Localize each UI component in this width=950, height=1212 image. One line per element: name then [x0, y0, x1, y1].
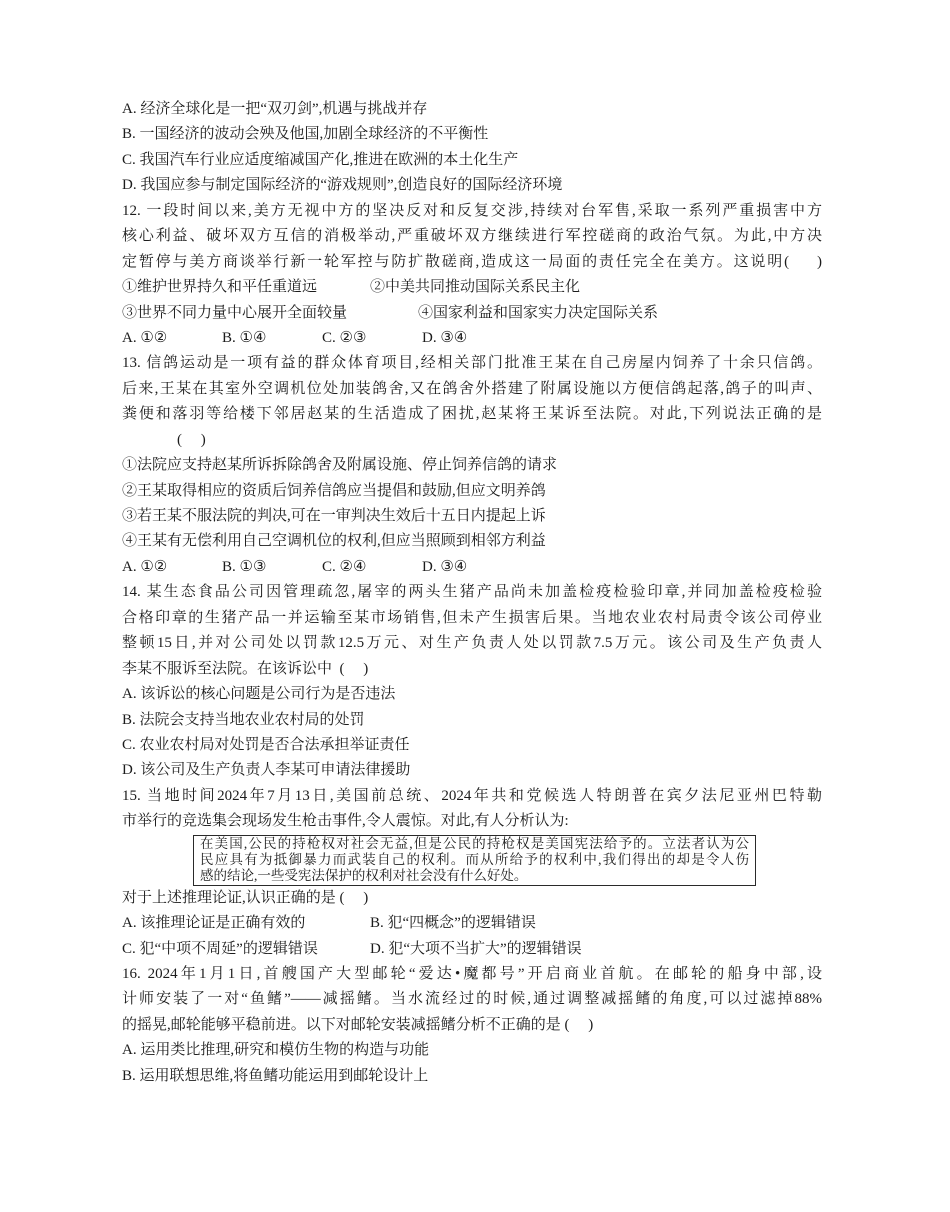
- q11-option-b: B. 一国经济的波动会殃及他国,加剧全球经济的不平衡性: [122, 126, 489, 143]
- q16-stem-line: 计师安装了一对“鱼鳍”——减摇鳍。当水流经过的时候,通过调整减摇鳍的角度,可以过滤掉88%: [122, 991, 822, 1008]
- q13-option-c: C. ②④: [322, 558, 367, 575]
- q14-stem-line: 整顿15日,并对公司处以罚款12.5万元、对生产负责人处以罚款7.5万元。该公司及生产负责人: [122, 635, 822, 652]
- q15-quote-line: 民应具有为抵御暴力而武装自己的权利。而从所给予的权利中,我们得出的却是令人伤: [200, 852, 749, 868]
- q12-option-d: D. ③④: [422, 329, 468, 346]
- q16-option-b: B. 运用联想思维,将鱼鳍功能运用到邮轮设计上: [122, 1067, 429, 1084]
- q12-stem-line: 核心利益、破坏双方互信的消极举动,严重破坏双方继续进行军控磋商的政治气氛。为此,中方决: [122, 228, 822, 245]
- q15-option-a: A. 该推理论证是正确有效的: [122, 915, 306, 932]
- q13-options-row: [122, 555, 822, 580]
- q12-statement-row: [122, 301, 822, 326]
- q14-stem-line: 14. 某生态食品公司因管理疏忽,屠宰的两头生猪产品尚未加盖检疫检验印章,并同加盖检疫检验: [122, 584, 822, 601]
- q11-option-c: C. 我国汽车行业应适度缩减国产化,推进在欧洲的本土化生产: [122, 151, 519, 168]
- q15-stem-line: 市举行的竞选集会现场发生枪击事件,令人震惊。对此,有人分析认为:: [122, 813, 569, 830]
- q12-option-c: C. ②③: [322, 329, 367, 346]
- q16-option-a: A. 运用类比推理,研究和模仿生物的构造与功能: [122, 1042, 430, 1059]
- q15-option-d: D. 犯“大项不当扩大”的逻辑错误: [370, 940, 582, 957]
- q15-stem-line: 15. 当地时间2024年7月13日,美国前总统、2024年共和党候选人特朗普在宾夕法尼亚州巴特勒: [122, 787, 822, 804]
- q12-stem-line: 定暂停与美方商谈举行新一轮军控与防扩散磋商,造成这一局面的责任完全在美方。这说明( ): [122, 253, 822, 270]
- q13-stem-line: 13. 信鸽运动是一项有益的群众体育项目,经相关部门批准王某在自己房屋内饲养了十余只信鸽。: [122, 355, 822, 372]
- q13-option-d: D. ③④: [422, 558, 468, 575]
- q15-quote-line: 感的结论,一些受宪法保护的权利对社会没有什么好处。: [200, 868, 528, 884]
- q13-statement-1: ①法院应支持赵某所诉拆除鸽舍及附属设施、停止饲养信鸽的请求: [122, 457, 558, 474]
- q13-option-b: B. ①③: [222, 558, 267, 575]
- q12-option-a: A. ①②: [122, 329, 168, 346]
- q11-option-a: A. 经济全球化是一把“双刃剑”,机遇与挑战并存: [122, 101, 428, 117]
- q15-options-row: [122, 937, 822, 962]
- q13-statement-4: ④王某有无偿利用自己空调机位的权利,但应当照顾到相邻方利益: [122, 533, 546, 550]
- exam-page: [122, 97, 822, 1089]
- q12-options-row: [122, 326, 822, 351]
- q13-answer-blank: ( ): [177, 431, 206, 448]
- q15-option-b: B. 犯“四概念”的逻辑错误: [370, 915, 536, 932]
- q14-option-a: A. 该诉讼的核心问题是公司行为是否违法: [122, 686, 396, 703]
- q16-stem-line: 的摇晃,邮轮能够平稳前进。以下对邮轮安装减摇鳍分析不正确的是 ( ): [122, 1016, 594, 1033]
- q14-stem-line: 合格印章的生猪产品一并运输至某市场销售,但未产生损害后果。当地农业农村局责令该公司停业: [122, 609, 822, 626]
- q15-option-c: C. 犯“中项不周延”的逻辑错误: [122, 940, 318, 957]
- q13-stem-line: 后来,王某在其室外空调机位处加装鸽舍,又在鸽舍外搭建了附属设施以方便信鸽起落,鸽子的叫声、: [122, 380, 822, 397]
- q14-option-c: C. 农业农村局对处罚是否合法承担举证责任: [122, 736, 410, 753]
- q12-statement-3: ③世界不同力量中心展开全面较量: [122, 304, 348, 321]
- q12-statement-2: ②中美共同推动国际关系民主化: [370, 279, 581, 296]
- q11-option-d: D. 我国应参与制定国际经济的“游戏规则”,创造良好的国际经济环境: [122, 177, 563, 194]
- q13-statement-3: ③若王某不服法院的判决,可在一审判决生效后十五日内提起上诉: [122, 508, 546, 524]
- q12-statement-1: ①维护世界持久和平任重道远: [122, 279, 318, 296]
- q12-statement-row: [122, 275, 822, 300]
- q13-option-a: A. ①②: [122, 558, 168, 575]
- q15-quote-box: [193, 835, 756, 886]
- q16-stem-line: 16. 2024年1月1日,首艘国产大型邮轮“爱达•魔都号”开启商业首航。在邮轮的船身中部,设: [122, 966, 822, 982]
- q12-option-b: B. ①④: [222, 329, 267, 346]
- q13-stem-line: 粪便和落羽等给楼下邻居赵某的生活造成了困扰,赵某将王某诉至法院。对此,下列说法正确的是: [122, 406, 822, 423]
- q15-options-row: [122, 911, 822, 936]
- q14-option-d: D. 该公司及生产负责人李某可申请法律援助: [122, 762, 411, 779]
- q12-stem-line: 12. 一段时间以来,美方无视中方的坚决反对和反复交涉,持续对台军售,采取一系列严重损害中方: [122, 202, 822, 219]
- q14-option-b: B. 法院会支持当地农业农村局的处罚: [122, 711, 365, 728]
- q15-quote-line: 在美国,公民的持枪权对社会无益,但是公民的持枪权是美国宪法给予的。立法者认为公: [200, 835, 749, 851]
- q12-statement-4: ④国家利益和国家实力决定国际关系: [418, 304, 659, 321]
- q13-statement-2: ②王某取得相应的资质后饲养信鸽应当提倡和鼓励,但应文明养鸽: [122, 482, 546, 499]
- q14-stem-line: 李某不服诉至法院。在该诉讼中 ( ): [122, 660, 369, 677]
- q15-prompt: 对于上述推理论证,认识正确的是 ( ): [122, 889, 369, 906]
